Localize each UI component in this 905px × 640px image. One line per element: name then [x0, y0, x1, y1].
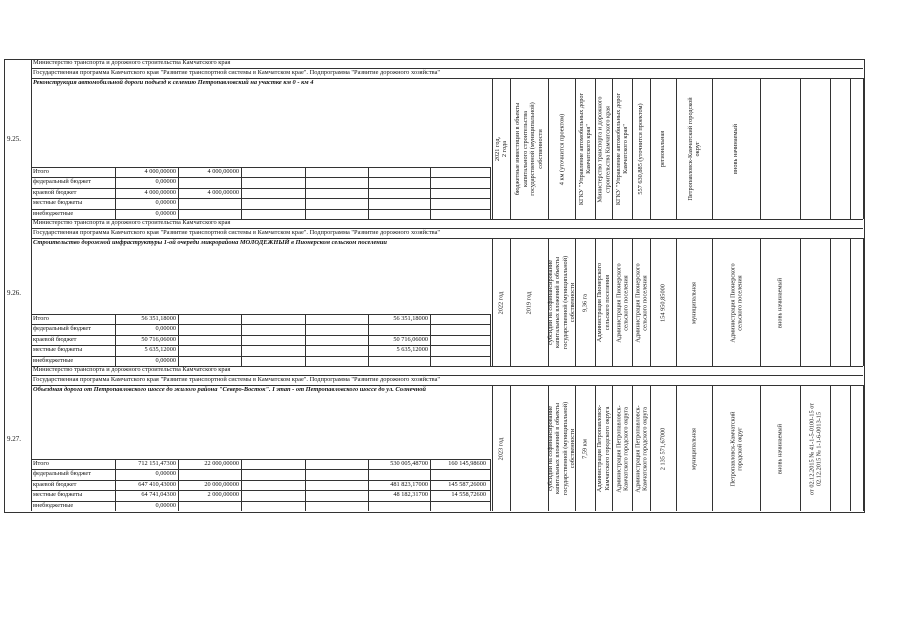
finance-year6: 160 145,98600	[448, 459, 486, 467]
attribute-cell: региональная	[659, 130, 667, 168]
attribute-column-line	[800, 78, 801, 219]
section-divider	[31, 366, 863, 367]
number-column-divider	[31, 59, 32, 511]
finance-year5: 56 351,18000	[393, 314, 428, 322]
finance-column-line	[115, 314, 116, 367]
finance-row-line	[31, 177, 490, 178]
finance-total: 4 000,00000	[144, 167, 176, 175]
finance-year1: 2 000,00000	[207, 491, 239, 498]
row-number: 9.26.	[7, 288, 21, 297]
finance-year5: 5 635,12000	[396, 346, 428, 353]
finance-label: краевой бюджет	[33, 188, 77, 196]
attribute-cell: 2022 год	[497, 291, 505, 314]
attribute-cell: вновь начинаемый	[732, 124, 740, 174]
finance-total: 50 716,06000	[141, 335, 176, 343]
finance-year6: 145 587,26000	[448, 480, 486, 488]
finance-year1: 22 000,00000	[204, 459, 239, 467]
attribute-cell: Петропавловск-Камчатский городской округ	[686, 97, 701, 201]
attribute-cell: 4 км (уточнится проектом)	[557, 113, 565, 185]
finance-total: 0,00000	[155, 501, 176, 509]
attribute-column-line	[863, 385, 864, 511]
attribute-cell: Администрация Петропавловск- Камчатского городского округа	[614, 404, 629, 493]
row-number: 9.27.	[7, 434, 21, 443]
finance-label: местные бюджеты	[33, 199, 83, 206]
attribute-cell: 7,59 км	[581, 438, 589, 459]
attribute-cell: от 02.12.2015 № 41-1-5-0100-15 от 02.12.2015 № 1-1-6-0013-15	[807, 402, 822, 495]
attribute-cell: Администрация Пионерского сельского поселения	[596, 262, 611, 343]
ministry-title: Министерство транспорта и дорожного строительства Камчатского края	[33, 366, 231, 373]
finance-total: 64 741,04300	[141, 491, 176, 498]
attribute-cell: Администрация Пионерского сельского поселения	[633, 262, 648, 343]
finance-row-line	[31, 469, 490, 470]
attribute-cell: КГКУ "Управление автомобильных дорог Камчатского края"	[577, 92, 592, 206]
program-title: Государственная программа Камчатского края "Развитие транспортной системы в Камчатском крае". Подпрограмма "Развитие дорожного хозяйства"	[33, 376, 441, 383]
attribute-cell: муниципальная	[690, 281, 698, 324]
finance-column-line	[430, 314, 431, 367]
attribute-cell	[760, 80, 800, 218]
finance-year1: 4 000,00000	[207, 167, 239, 175]
finance-label: краевой бюджет	[33, 480, 77, 488]
finance-total: 0,00000	[155, 470, 176, 477]
attribute-column-line	[850, 385, 851, 511]
program-title: Государственная программа Камчатского края "Развитие транспортной системы в Камчатском крае". Подпрограмма "Развитие дорожного хозяйства"	[33, 69, 441, 76]
attribute-cell	[510, 387, 548, 510]
attribute-cell: Администрация Петропавловск- Камчатского городского округа	[596, 404, 611, 493]
finance-label: местные бюджеты	[33, 491, 83, 498]
finance-total: 56 351,18000	[141, 314, 176, 322]
finance-row-line	[31, 324, 490, 325]
project-title: Реконструкция автомобильной дороги подъезд к селению Петропавловский на участке км 0 - км 4	[33, 79, 314, 86]
finance-total: 0,00000	[155, 178, 176, 185]
finance-column-line	[305, 167, 306, 220]
attribute-cell: КГКУ "Управление автомобильных дорог Камчатского края"	[614, 92, 629, 206]
attribute-cell: вновь начинаемый	[776, 277, 784, 328]
attribute-cell: 2023 год	[497, 437, 505, 460]
finance-total: 5 635,12000	[144, 346, 176, 353]
attribute-cell: субсидии на софинансирование капитальных вложений в объекты государственной (муниципальной) собственности	[546, 401, 576, 496]
project-title: Объездная дорога от Петропавловского шоссе до жилого района "Северо-Восток". I этап - от Петропавловского шоссе до ул. Солнечной	[33, 386, 426, 393]
finance-column-line	[368, 314, 369, 367]
finance-year5: 481 823,17000	[390, 480, 428, 488]
attribute-cell: 154 950,85000	[659, 283, 667, 322]
finance-column-line	[305, 459, 306, 512]
ministry-title: Министерство транспорта и дорожного строительства Камчатского края	[33, 59, 231, 66]
finance-label: Итого	[33, 459, 49, 467]
finance-row-line	[31, 501, 490, 502]
finance-column-line	[430, 167, 431, 220]
attribute-column-line	[863, 78, 864, 219]
finance-row-line	[31, 167, 490, 168]
finance-label: внебюджетные	[33, 356, 74, 364]
attribute-cell: бюджетные инвестиции в объекты капитального строительства государственной (муниципальной) собственности	[514, 102, 544, 196]
finance-total: 712 151,47300	[138, 459, 176, 467]
finance-column-line	[368, 167, 369, 220]
finance-column-line	[305, 314, 306, 367]
attribute-cell: Администрация Пионерского сельского поселения	[728, 262, 743, 343]
finance-total: 4 000,00000	[144, 188, 176, 196]
finance-total: 0,00000	[155, 209, 176, 217]
finance-column-line	[490, 314, 491, 367]
finance-total: 0,00000	[155, 199, 176, 206]
attribute-cell: 9,36 га	[581, 293, 589, 312]
project-title: Строительство дорожной инфраструктуры 1-ой очереди микрорайона МОЛОДЕЖНЫЙ в Пионерском сельском поселении	[33, 239, 387, 246]
finance-column-line	[241, 314, 242, 367]
attribute-column-line	[850, 238, 851, 366]
finance-row-line	[31, 356, 490, 357]
finance-label: федеральный бюджет	[33, 325, 91, 332]
finance-row-line	[31, 209, 490, 210]
attribute-column-line	[863, 238, 864, 366]
section-divider	[31, 219, 863, 220]
finance-column-line	[115, 167, 116, 220]
finance-column-line	[178, 314, 179, 367]
attribute-cell: вновь начинаемый	[776, 423, 784, 474]
attribute-cell: субсидии на софинансирование капитальных вложений в объекты государственной (муниципальной) собственности	[546, 255, 576, 350]
finance-year1: 4 000,00000	[207, 188, 239, 196]
finance-label: внебюджетные	[33, 209, 74, 217]
finance-column-line	[490, 167, 491, 220]
attribute-column-line	[830, 78, 831, 219]
finance-column-line	[368, 459, 369, 512]
attribute-cell: Петропавловск-Камчатский городской округ	[728, 411, 743, 486]
finance-total: 0,00000	[155, 356, 176, 364]
attribute-cell: 557 630,885 (уточнится проектом)	[637, 103, 645, 195]
row-number: 9.25.	[7, 135, 21, 143]
attribute-column-line	[830, 238, 831, 366]
finance-label: федеральный бюджет	[33, 470, 91, 477]
finance-row-line	[31, 198, 490, 199]
attribute-column-line	[850, 78, 851, 219]
attribute-cell: Администрация Пионерского сельского поселения	[614, 262, 629, 343]
finance-column-line	[178, 459, 179, 512]
finance-year5: 50 716,06000	[393, 335, 428, 343]
finance-total: 0,00000	[155, 325, 176, 332]
finance-total: 647 410,43000	[138, 480, 176, 488]
finance-column-line	[430, 459, 431, 512]
finance-column-line	[241, 167, 242, 220]
attribute-cell: муниципальная	[690, 427, 698, 470]
finance-label: федеральный бюджет	[33, 178, 91, 185]
finance-column-line	[241, 459, 242, 512]
finance-year5: 48 182,31700	[393, 491, 428, 498]
ministry-title: Министерство транспорта и дорожного строительства Камчатского края	[33, 219, 231, 226]
finance-year6: 14 558,72600	[451, 491, 486, 498]
finance-year5: 530 005,48700	[390, 459, 428, 467]
finance-column-line	[115, 459, 116, 512]
finance-label: местные бюджеты	[33, 346, 83, 353]
finance-row-line	[31, 188, 490, 189]
finance-column-line	[490, 459, 491, 512]
finance-label: Итого	[33, 314, 49, 322]
attribute-cell: 2 135 571,67000	[659, 427, 667, 470]
finance-label: краевой бюджет	[33, 335, 77, 343]
attribute-cell: Администрация Петропавловск- Камчатского городского округа	[633, 404, 648, 493]
attribute-cell: 2021 год, 2 года	[493, 136, 508, 162]
finance-label: внебюджетные	[33, 501, 74, 509]
finance-label: Итого	[33, 167, 49, 175]
finance-year1: 20 000,00000	[204, 480, 239, 488]
finance-column-line	[178, 167, 179, 220]
attribute-cell: Министерство транспорта и дорожного строительства Камчатского края	[596, 96, 611, 202]
attribute-cell: 2019 год	[525, 291, 533, 314]
program-title: Государственная программа Камчатского края "Развитие транспортной системы в Камчатском крае". Подпрограмма "Развитие дорожного хозяйства"	[33, 229, 441, 236]
